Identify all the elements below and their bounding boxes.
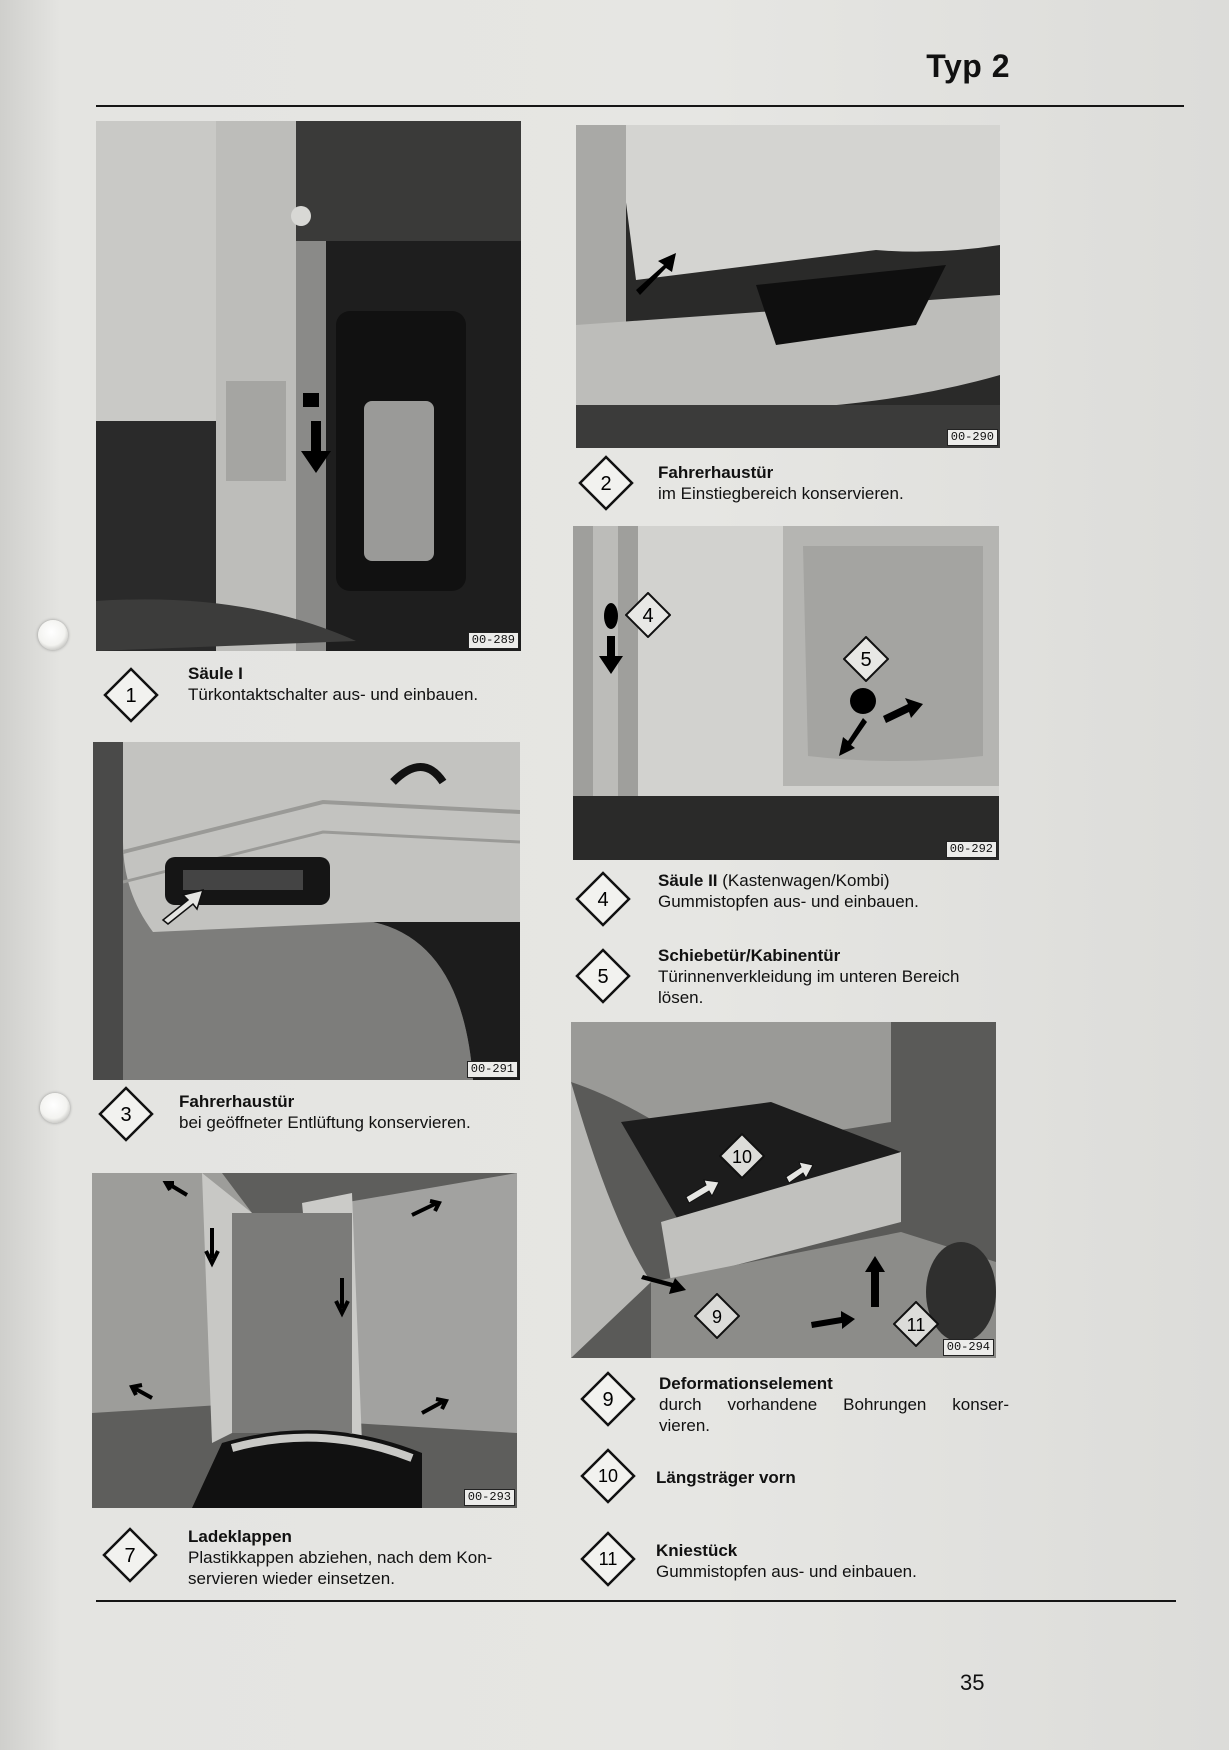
- photo-code: 00-291: [467, 1061, 518, 1078]
- step-description: Plastikkappen abziehen, nach dem Kon-: [188, 1548, 493, 1567]
- photo-driver-door-entry: [576, 125, 1000, 448]
- page-number: 35: [960, 1670, 985, 1695]
- step-description: Gummistopfen aus- und einbauen.: [658, 892, 919, 911]
- photo-deformation-element: [571, 1022, 996, 1358]
- footer-rule: [96, 1600, 1176, 1602]
- callout-marker-10: [719, 1133, 765, 1179]
- step-caption: [656, 1467, 796, 1488]
- callout-marker-label: 10: [731, 1147, 753, 1167]
- callout-marker-9: [694, 1293, 740, 1339]
- step-description: Türkontaktschalter aus- und einbauen.: [188, 685, 479, 704]
- photo-code: 00-293: [464, 1489, 515, 1506]
- step-title: Säule I: [188, 664, 243, 683]
- step-caption: [659, 1373, 1009, 1436]
- step-number-badge: [578, 455, 634, 511]
- step-title: Kniestück: [656, 1541, 738, 1560]
- callout-marker-label: 5: [860, 649, 872, 671]
- step-number: 2: [600, 473, 612, 495]
- step-number-badge: [103, 667, 159, 723]
- step-description: bei geöffneter Entlüftung konservieren.: [179, 1113, 471, 1132]
- callout-marker-11: [893, 1301, 939, 1347]
- binder-hole: [40, 1093, 70, 1123]
- step-number-badge: [575, 948, 631, 1004]
- step-title: Längsträger vorn: [656, 1468, 796, 1487]
- step-number-badge: [575, 871, 631, 927]
- step-number-badge: [98, 1086, 154, 1142]
- step-caption: [656, 1540, 917, 1582]
- step-title: Fahrerhaustür: [179, 1092, 295, 1111]
- step-description: Türinnenverkleidung im unteren Bereich: [658, 967, 960, 986]
- photo-code: 00-289: [468, 632, 519, 649]
- step-description: lösen.: [658, 988, 704, 1007]
- step-description: servieren wieder einsetzen.: [188, 1569, 395, 1588]
- photo-driver-door-vent: [93, 742, 520, 1080]
- step-number: 7: [124, 1545, 136, 1567]
- step-number: 10: [597, 1466, 619, 1486]
- callout-marker-4: [625, 592, 671, 638]
- step-title: Säule II: [658, 871, 718, 890]
- step-caption: [188, 1526, 492, 1589]
- step-number: 1: [125, 685, 137, 707]
- step-caption: [658, 945, 959, 1008]
- step-title: Schiebetür/Kabinentür: [658, 946, 841, 965]
- callout-marker-label: 11: [906, 1315, 926, 1335]
- header-rule: [96, 105, 1184, 107]
- step-number-badge: [580, 1531, 636, 1587]
- step-title: Deformationselement: [659, 1374, 833, 1393]
- step-caption: [658, 870, 919, 912]
- step-caption: [179, 1091, 471, 1133]
- step-caption: [658, 462, 904, 504]
- step-title-suffix: (Kastenwagen/Kombi): [717, 871, 890, 890]
- callout-marker-label: 9: [711, 1307, 723, 1327]
- step-description: vieren.: [659, 1416, 711, 1435]
- binder-hole: [38, 620, 68, 650]
- step-number-badge: [580, 1371, 636, 1427]
- photo-tailgate-flaps: [92, 1173, 517, 1508]
- step-number-badge: [580, 1448, 636, 1504]
- step-title: Fahrerhaustür: [658, 463, 774, 482]
- step-number: 5: [597, 966, 609, 988]
- callout-marker-label: 4: [642, 605, 654, 627]
- photo-pillar-2: [573, 526, 999, 860]
- page-header-title: Typ 2: [926, 48, 1010, 84]
- step-description: durch vorhandene Bohrungen konser-: [659, 1395, 1009, 1414]
- photo-code: 00-292: [946, 841, 997, 858]
- step-title: Ladeklappen: [188, 1527, 292, 1546]
- photo-code: 00-294: [943, 1339, 994, 1356]
- step-description: im Einstiegbereich konservieren.: [658, 484, 904, 503]
- step-number: 4: [597, 889, 609, 911]
- step-description: Gummistopfen aus- und einbauen.: [656, 1562, 917, 1581]
- photo-code: 00-290: [947, 429, 998, 446]
- step-number: 9: [602, 1389, 614, 1411]
- step-caption: [188, 663, 478, 705]
- step-number-badge: [102, 1527, 158, 1583]
- step-number: 3: [120, 1104, 132, 1126]
- step-number: 11: [598, 1549, 618, 1569]
- photo-pillar-1: [96, 121, 521, 651]
- callout-marker-5: [843, 636, 889, 682]
